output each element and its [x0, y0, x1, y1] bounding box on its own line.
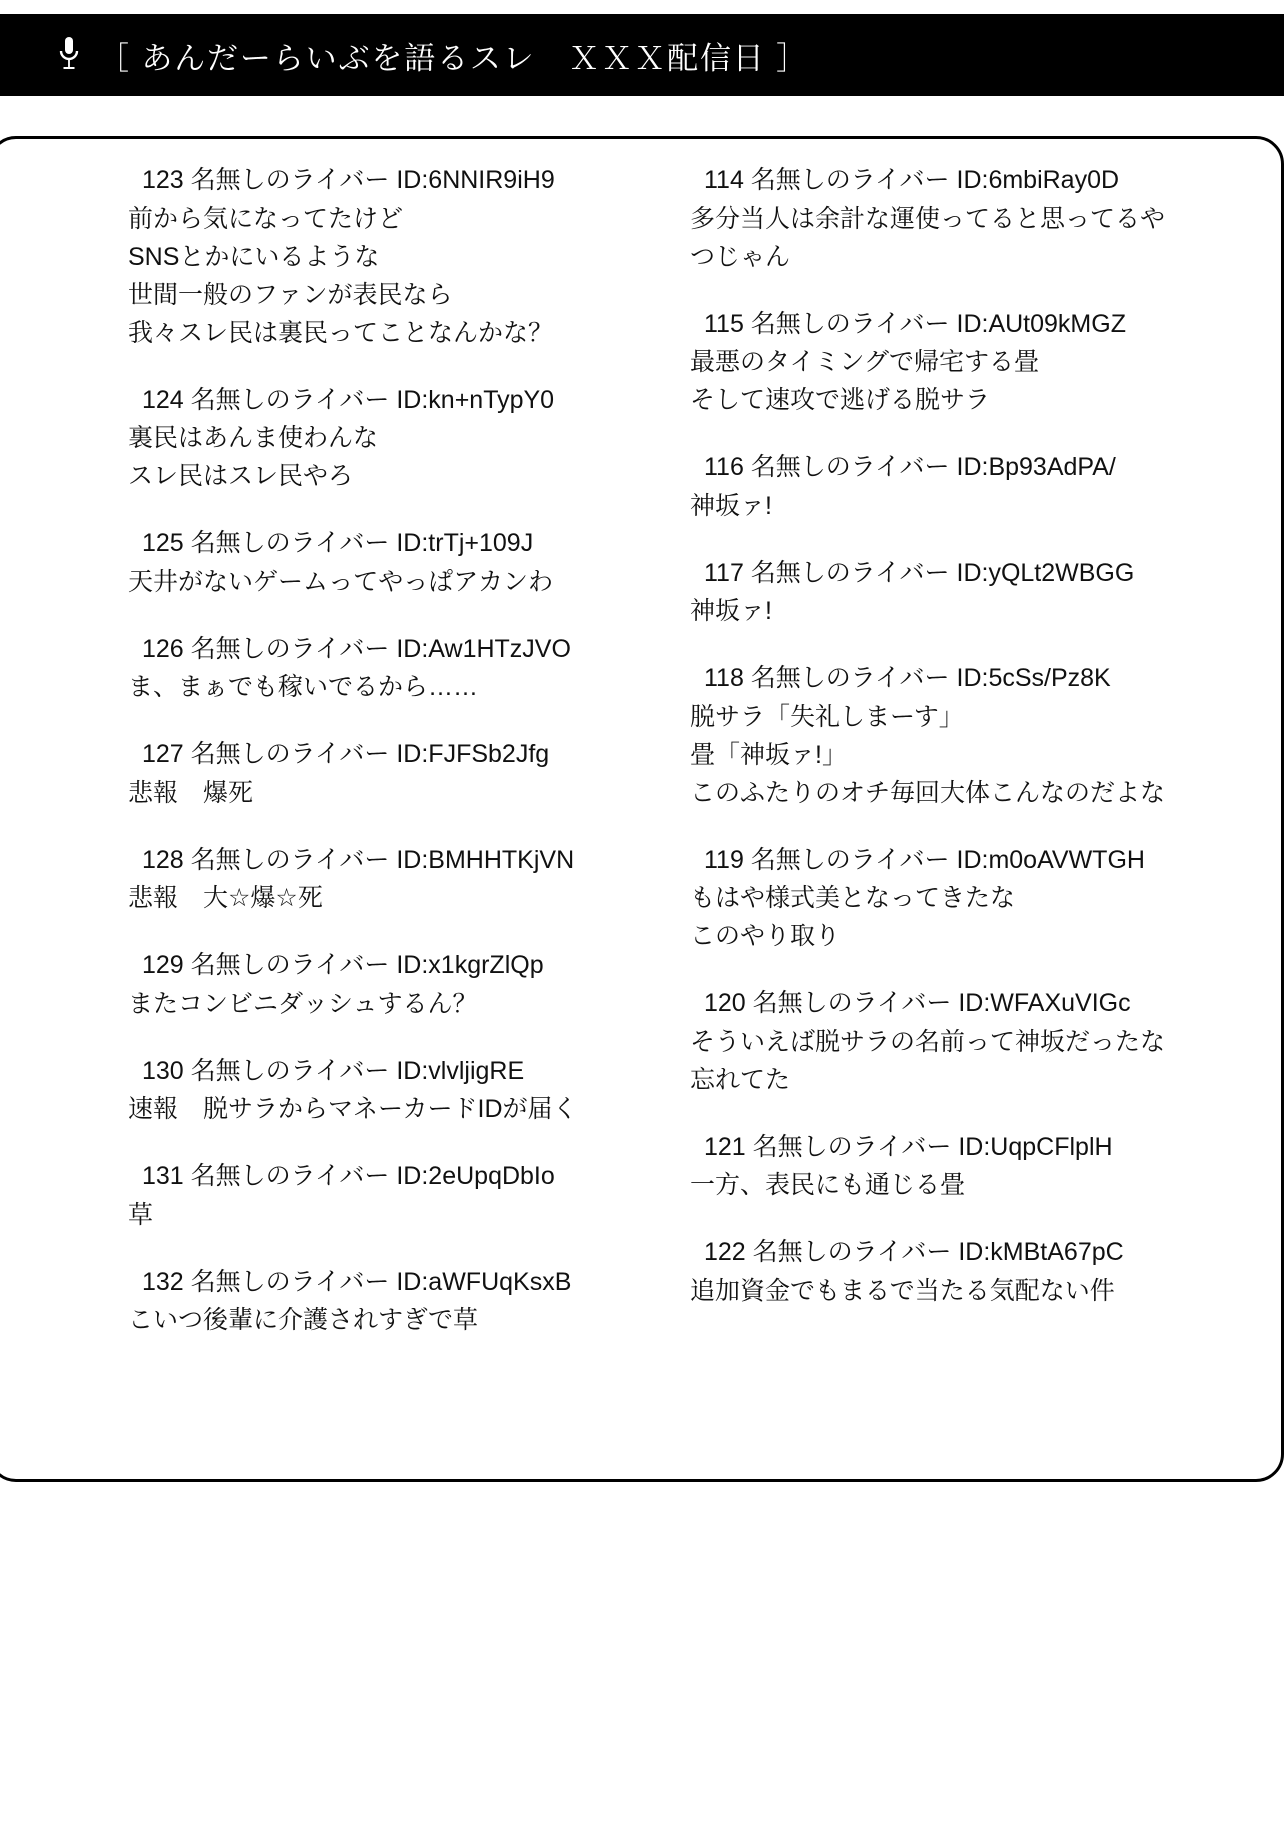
page-title: ［ あんだーらいぶを語るスレ ＸＸＸ配信日 ］	[98, 40, 810, 76]
post-line: このやり取り	[690, 922, 841, 950]
post-header: 124 名無しのライバー ID:kn+nTypY0	[142, 385, 555, 414]
thread-post	[128, 162, 618, 352]
thread-post	[690, 985, 1218, 1099]
post-body	[128, 1090, 618, 1128]
post-body	[128, 985, 618, 1023]
post-line: 裏民はあんま使わんな	[128, 424, 379, 452]
thread-post	[690, 842, 1218, 956]
post-line: 多分当人は余計な運使ってると思ってるや	[690, 204, 1166, 233]
post-line: つじゃん	[690, 242, 791, 271]
post-body	[690, 698, 1218, 812]
post-header: 131 名無しのライバー ID:2eUpqDbIo	[142, 1162, 555, 1190]
thread-post	[690, 1129, 1218, 1205]
post-body	[128, 200, 618, 352]
post-body	[690, 487, 1218, 525]
post-line: 天井がないゲームってやっぱアカンわ	[128, 567, 554, 596]
thread-post	[128, 1158, 618, 1234]
thread-post	[128, 1264, 618, 1340]
post-line: もはや様式美となってきたな	[690, 884, 1016, 912]
post-line: 一方、表民にも通じる畳	[690, 1171, 966, 1199]
thread-post	[128, 382, 618, 496]
post-line: SNSとかにいるような	[128, 242, 380, 271]
post-line: こいつ後輩に介護されすぎで草	[128, 1306, 479, 1334]
post-line: ま、まぁでも稼いでるから……	[128, 673, 479, 701]
thread-post	[128, 525, 618, 601]
thread-post	[128, 947, 618, 1023]
post-body	[128, 774, 618, 812]
post-line: またコンビニダッシュするん？	[128, 989, 478, 1018]
thread-post	[128, 736, 618, 812]
thread-column-left	[56, 152, 642, 1480]
post-line: スレ民はスレ民やろ	[128, 462, 354, 490]
post-line: 草	[128, 1200, 154, 1229]
post-body	[690, 343, 1218, 419]
post-body	[690, 200, 1218, 276]
post-header: 125 名無しのライバー ID:trTj+109J	[142, 529, 534, 557]
thread-post	[690, 306, 1218, 420]
thread-post	[128, 631, 618, 707]
post-header: 117 名無しのライバー ID:yQLt2WBGG	[704, 558, 1135, 587]
post-body	[128, 879, 618, 917]
post-line: 忘れてた	[690, 1065, 791, 1094]
post-line: 前から気になってたけど	[128, 204, 404, 233]
post-body	[690, 1272, 1218, 1310]
post-body	[690, 1023, 1218, 1099]
post-body	[128, 1196, 618, 1234]
post-body	[690, 592, 1218, 630]
post-line: そういえば脱サラの名前って神坂だったな	[690, 1027, 1166, 1056]
post-line: 最悪のタイミングで帰宅する畳	[690, 348, 1040, 376]
post-header: 126 名無しのライバー ID:Aw1HTzJVO	[142, 634, 571, 663]
post-body	[128, 563, 618, 601]
post-line: 追加資金でもまるで当たる気配ない件	[690, 1276, 1115, 1305]
post-header: 129 名無しのライバー ID:x1kgrZlQp	[142, 951, 544, 979]
post-header: 123 名無しのライバー ID:6NNIR9iH9	[142, 166, 555, 194]
thread-post	[690, 555, 1218, 631]
post-body	[128, 1301, 618, 1339]
post-header: 120 名無しのライバー ID:WFAXuVIGc	[704, 989, 1131, 1017]
post-body	[128, 668, 618, 706]
thread-post	[690, 449, 1218, 525]
post-header: 121 名無しのライバー ID:UqpCFlplH	[704, 1132, 1113, 1161]
post-header: 128 名無しのライバー ID:BMHHTKjVN	[142, 845, 575, 874]
thread-columns	[0, 140, 1284, 1480]
post-header: 115 名無しのライバー ID:AUt09kMGZ	[704, 309, 1126, 338]
post-line: そして速攻で逃げる脱サラ	[690, 386, 991, 414]
post-header: 116 名無しのライバー ID:Bp93AdPA/	[704, 453, 1116, 481]
post-header: 130 名無しのライバー ID:vlvljigRE	[142, 1056, 525, 1085]
post-line: 神坂ァ!	[690, 491, 772, 520]
post-line: 世間一般のファンが表民なら	[128, 280, 453, 309]
thread-post	[128, 1053, 618, 1129]
post-line: 我々スレ民は裏民ってことなんかな？	[128, 318, 554, 347]
post-line: 畳「神坂ァ!」	[690, 740, 847, 769]
post-header: 132 名無しのライバー ID:aWFUqKsxB	[142, 1267, 572, 1296]
post-header: 114 名無しのライバー ID:6mbiRay0D	[704, 166, 1120, 194]
post-line: 脱サラ「失礼しまーす」	[690, 702, 964, 731]
post-header: 122 名無しのライバー ID:kMBtA67pC	[704, 1238, 1124, 1266]
post-header: 118 名無しのライバー ID:5cSs/Pz8K	[704, 664, 1111, 692]
post-line: 悲報 爆死	[128, 778, 254, 807]
post-body	[690, 879, 1218, 955]
thread-post	[128, 842, 618, 918]
post-line: このふたりのオチ毎回大体こんなのだよな	[690, 778, 1166, 807]
post-body	[690, 1166, 1218, 1204]
post-header: 119 名無しのライバー ID:m0oAVWTGH	[704, 845, 1145, 874]
thread-header-bar	[0, 14, 1284, 96]
thread-column-right	[642, 152, 1228, 1480]
thread-post	[690, 162, 1218, 276]
post-body	[128, 419, 618, 495]
post-header: 127 名無しのライバー ID:FJFSb2Jfg	[142, 740, 550, 768]
thread-post	[690, 1234, 1218, 1310]
microphone-icon	[56, 33, 82, 77]
post-line: 悲報 大☆爆☆死	[128, 884, 323, 912]
post-line: 速報 脱サラからマネーカードIDが届く	[128, 1095, 578, 1123]
post-line: 神坂ァ!	[690, 597, 772, 625]
thread-post	[690, 660, 1218, 812]
